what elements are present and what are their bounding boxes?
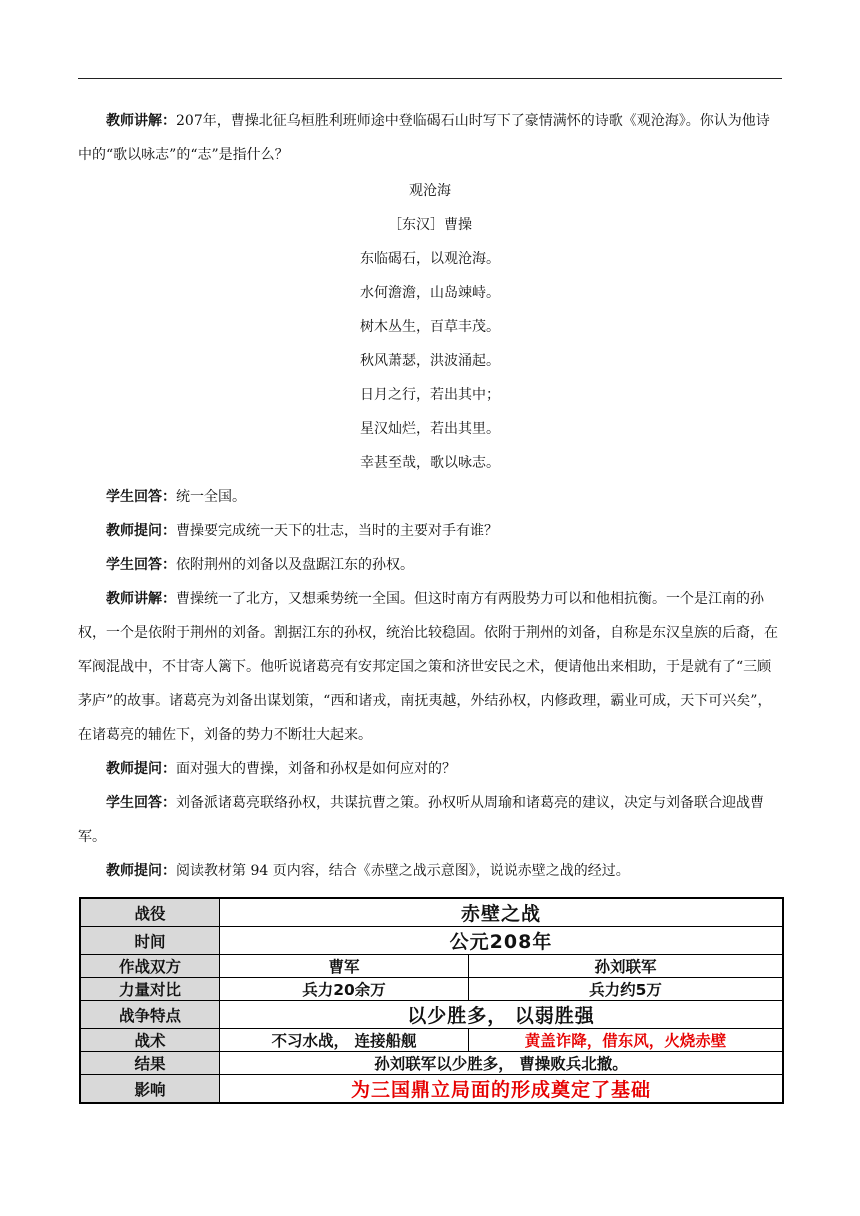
poem-line: 水何澹澹，山岛竦峙。 [360, 285, 500, 301]
paragraph-teacher-explain-2 [78, 582, 782, 752]
row-header: 战术 [80, 1029, 220, 1052]
table-row [80, 955, 783, 978]
characteristic-cell: 以少胜多， 以弱胜强 [220, 1001, 784, 1029]
impact-cell: 为三国鼎立局面的形成奠定了基础 [220, 1075, 784, 1104]
speaker-label: 学生回答： [106, 557, 176, 573]
time-cell: 公元208年 [220, 927, 784, 955]
paragraph-student-answer-2 [78, 548, 782, 582]
poem-line: 星汉灿烂，若出其里。 [360, 421, 500, 437]
speaker-label: 学生回答： [106, 795, 176, 811]
speaker-label: 教师提问： [106, 863, 176, 879]
table-row [80, 978, 783, 1001]
poem-title: 观沧海 [409, 183, 451, 199]
speaker-label: 教师提问： [106, 761, 176, 777]
poem-line: 东临碣石，以观沧海。 [360, 251, 500, 267]
table-row [80, 927, 783, 955]
paragraph-student-answer-3 [78, 786, 782, 854]
table-row [80, 1075, 783, 1104]
poem-line: 日月之行，若出其中； [360, 387, 500, 403]
paragraph-text: 曹操统一了北方，又想乘势统一全国。但这时南方有两股势力可以和他相抗衡。一个是江南的孙权，一个是依附于荆州的刘备。割据江东的孙权，统治比较稳固。依附于荆州的刘备，自称是东汉皇族的后裔，在军阀混战中，不甘寄人篱下。他听说诸葛亮有安邦定国之策和济世安民之术，便请他出来相助，于是就有了“三顾茅庐”的故事。诸葛亮为刘备出谋划策，“西和诸戎，南抚夷越，外结孙权，内修政理，霸业可成，天下可兴矣”，在诸葛亮的辅佐下，刘备的势力不断壮大起来。 [78, 591, 778, 743]
side-cao-cell: 曹军 [220, 955, 469, 978]
paragraph-text: 阅读教材第 94 页内容，结合《赤壁之战示意图》，说说赤壁之战的经过。 [176, 863, 630, 879]
row-header: 影响 [80, 1075, 220, 1104]
tactics-allied-cell: 黄盖诈降，借东风，火烧赤壁 [469, 1029, 784, 1052]
speaker-label: 教师讲解： [106, 591, 176, 607]
poem [78, 174, 782, 480]
header-rule [78, 78, 782, 79]
tactics-cao-cell: 不习水战， 连接船舰 [220, 1029, 469, 1052]
result-cell: 孙刘联军以少胜多， 曹操败兵北撤。 [220, 1052, 784, 1075]
battle-name-cell: 赤壁之战 [220, 898, 784, 927]
row-header: 战役 [80, 898, 220, 927]
poem-line: 秋风萧瑟，洪波涌起。 [360, 353, 500, 369]
paragraph-teacher-explain-1 [78, 104, 782, 172]
paragraph-text: 统一全国。 [176, 489, 246, 505]
poem-line: 幸甚至哉，歌以咏志。 [360, 455, 500, 471]
strength-cao-cell: 兵力20余万 [220, 978, 469, 1001]
paragraph-student-answer-1 [78, 480, 782, 514]
paragraph-text: 面对强大的曹操，刘备和孙权是如何应对的？ [176, 761, 456, 777]
table-row [80, 1001, 783, 1029]
row-header: 战争特点 [80, 1001, 220, 1029]
paragraph-teacher-question-1 [78, 514, 782, 548]
row-header: 时间 [80, 927, 220, 955]
paragraph-text: 刘备派诸葛亮联络孙权，共谋抗曹之策。孙权听从周瑜和诸葛亮的建议，决定与刘备联合迎战曹军。 [78, 795, 764, 845]
paragraph-teacher-question-3 [78, 854, 782, 888]
battle-summary-table [79, 897, 784, 1104]
paragraph-text: 依附荆州的刘备以及盘踞江东的孙权。 [176, 557, 414, 573]
row-header: 作战双方 [80, 955, 220, 978]
row-header: 力量对比 [80, 978, 220, 1001]
paragraph-teacher-question-2 [78, 752, 782, 786]
speaker-label: 教师讲解： [106, 113, 176, 129]
paragraph-text: 曹操要完成统一天下的壮志，当时的主要对手有谁？ [176, 523, 498, 539]
table-row [80, 898, 783, 927]
table-row [80, 1029, 783, 1052]
poem-author: ［东汉］曹操 [388, 217, 472, 233]
side-allied-cell: 孙刘联军 [469, 955, 784, 978]
table-row [80, 1052, 783, 1075]
speaker-label: 学生回答： [106, 489, 176, 505]
row-header: 结果 [80, 1052, 220, 1075]
document-body [78, 104, 782, 888]
speaker-label: 教师提问： [106, 523, 176, 539]
paragraph-text: 207年，曹操北征乌桓胜利班师途中登临碣石山时写下了豪情满怀的诗歌《观沧海》。你认为他诗中的“歌以咏志”的“志”是指什么？ [78, 113, 770, 163]
poem-line: 树木丛生，百草丰茂。 [360, 319, 500, 335]
strength-allied-cell: 兵力约5万 [469, 978, 784, 1001]
